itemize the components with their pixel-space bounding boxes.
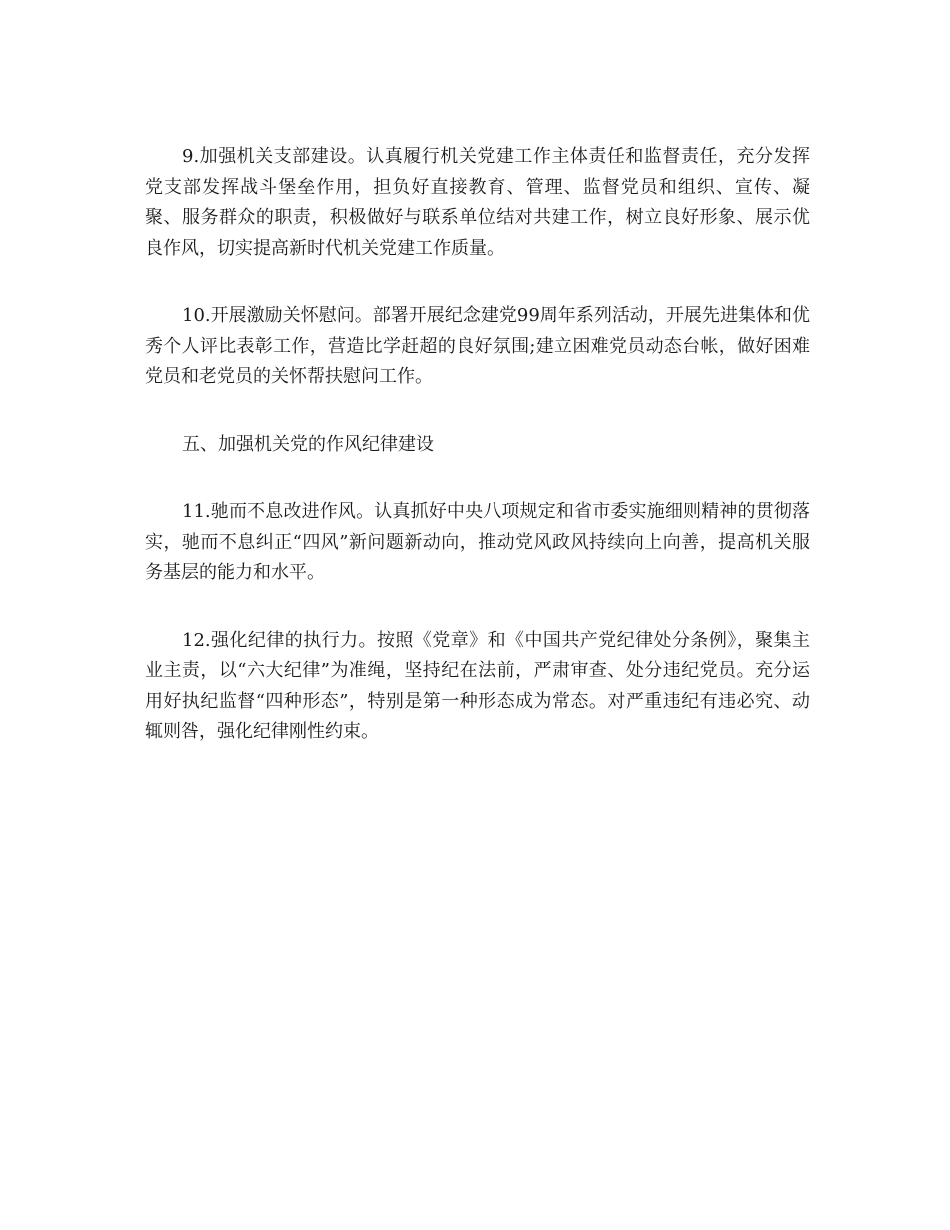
section-heading-5: 五、加强机关党的作风纪律建设	[182, 433, 434, 455]
paragraph-9: 9.加强机关支部建设。认真履行机关党建工作主体责任和监督责任，充分发挥党支部发挥战斗堡垒作用，担负好直接教育、管理、监督党员和组织、宣传、凝聚、服务群众的职责，积极做好与联系单位结对共建工作，树立良好形象、展示优良作风，切实提高新时代机关党建工作质量。	[145, 146, 810, 259]
paragraph-11: 11.驰而不息改进作风。认真抓好中央八项规定和省市委实施细则精神的贯彻落实，驰而不息纠正“四风”新问题新动向，推动党风政风持续向上向善，提高机关服务基层的能力和水平。	[145, 501, 810, 583]
paragraph-12: 12.强化纪律的执行力。按照《党章》和《中国共产党纪律处分条例》，聚集主业主责，以“六大纪律”为准绳，坚持纪在法前，严肃审查、处分违纪党员。充分运用好执纪监督“四种形态”，特别是第一种形态成为常态。对严重违纪有违必究、动辄则咎，强化纪律刚性约束。	[145, 629, 810, 742]
paragraph-10: 10.开展激励关怀慰问。部署开展纪念建党99周年系列活动，开展先进集体和优秀个人评比表彰工作，营造比学赶超的良好氛围;建立困难党员动态台帐，做好困难党员和老党员的关怀帮扶慰问工作。	[145, 305, 810, 387]
document-body	[145, 142, 810, 785]
